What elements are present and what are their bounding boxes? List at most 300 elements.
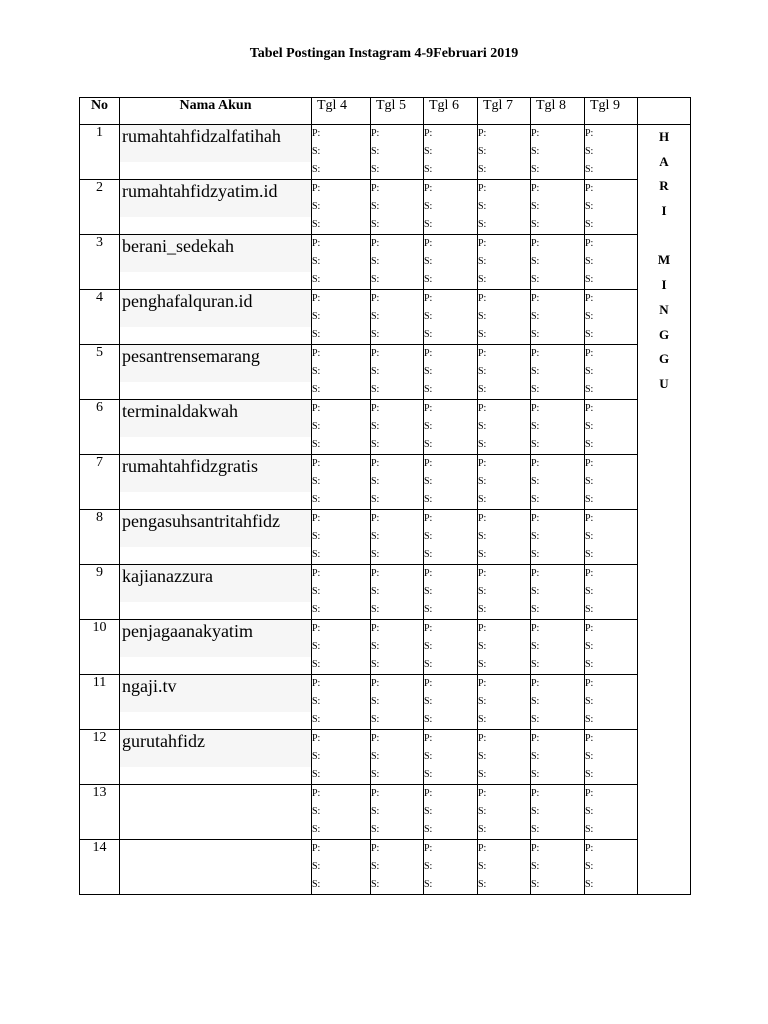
story-label: S: — [585, 311, 594, 322]
post-count-cell — [424, 290, 478, 345]
post-count-cell — [585, 290, 638, 345]
account-cell — [120, 400, 312, 455]
post-count-cell — [585, 455, 638, 510]
row-number: 8 — [80, 510, 120, 565]
story-label: S: — [585, 806, 594, 817]
account-cell — [120, 620, 312, 675]
story-label: S: — [585, 824, 594, 835]
post-label: P: — [371, 788, 380, 799]
story-label: S: — [478, 531, 487, 542]
story-label: S: — [531, 311, 540, 322]
post-count-cell — [531, 400, 585, 455]
story-label: S: — [424, 751, 433, 762]
story-label: S: — [478, 366, 487, 377]
post-count-cell — [585, 235, 638, 290]
story-label: S: — [371, 366, 380, 377]
account-name: pengasuhsantritahfidz — [120, 510, 311, 547]
table-row — [80, 565, 691, 620]
story-label: S: — [478, 861, 487, 872]
post-label: P: — [531, 843, 540, 854]
story-label: S: — [531, 879, 540, 890]
post-label: P: — [312, 128, 321, 139]
post-label: P: — [312, 788, 321, 799]
story-label: S: — [478, 769, 487, 780]
story-label: S: — [478, 824, 487, 835]
story-label: S: — [478, 494, 487, 505]
post-label: P: — [478, 788, 487, 799]
story-label: S: — [424, 641, 433, 652]
post-label: P: — [371, 293, 380, 304]
story-label: S: — [424, 604, 433, 615]
post-label: P: — [371, 403, 380, 414]
post-label: P: — [424, 513, 433, 524]
story-label: S: — [424, 329, 433, 340]
story-label: S: — [478, 714, 487, 725]
story-label: S: — [585, 696, 594, 707]
row-number: 10 — [80, 620, 120, 675]
story-label: S: — [585, 751, 594, 762]
post-label: P: — [371, 733, 380, 744]
sunday-letter: H — [658, 129, 670, 144]
sunday-letter: I — [661, 277, 667, 293]
story-label: S: — [371, 751, 380, 762]
post-label: P: — [478, 183, 487, 194]
post-count-cell — [478, 565, 531, 620]
story-label: S: — [371, 531, 380, 542]
account-cell — [120, 235, 312, 290]
row-number: 6 — [80, 400, 120, 455]
story-label: S: — [371, 641, 380, 652]
post-count-cell — [478, 455, 531, 510]
post-label: P: — [478, 293, 487, 304]
story-label: S: — [531, 439, 540, 450]
story-label: S: — [312, 164, 321, 175]
post-count-cell — [585, 125, 638, 180]
story-label: S: — [371, 329, 380, 340]
post-label: P: — [478, 623, 487, 634]
table-row — [80, 180, 691, 235]
post-count-cell — [371, 235, 424, 290]
post-label: P: — [531, 678, 540, 689]
post-label: P: — [585, 348, 594, 359]
post-label: P: — [424, 293, 433, 304]
post-label: P: — [478, 678, 487, 689]
post-label: P: — [312, 348, 321, 359]
account-cell — [120, 840, 312, 895]
table-row — [80, 125, 691, 180]
post-count-cell — [531, 510, 585, 565]
story-label: S: — [531, 274, 540, 285]
story-label: S: — [312, 586, 321, 597]
post-count-cell — [424, 125, 478, 180]
post-label: P: — [371, 623, 380, 634]
row-number: 7 — [80, 455, 120, 510]
post-label: P: — [312, 513, 321, 524]
story-label: S: — [478, 879, 487, 890]
story-label: S: — [312, 861, 321, 872]
story-label: S: — [531, 751, 540, 762]
post-count-cell — [478, 675, 531, 730]
account-cell — [120, 785, 312, 840]
post-label: P: — [371, 513, 380, 524]
post-count-cell — [585, 675, 638, 730]
post-count-cell — [531, 785, 585, 840]
post-label: P: — [585, 238, 594, 249]
post-count-cell — [531, 235, 585, 290]
post-count-cell — [371, 290, 424, 345]
account-name: gurutahfidz — [120, 730, 311, 767]
post-label: P: — [371, 458, 380, 469]
story-label: S: — [531, 476, 540, 487]
story-label: S: — [312, 311, 321, 322]
story-label: S: — [585, 549, 594, 560]
story-label: S: — [585, 366, 594, 377]
story-label: S: — [531, 219, 540, 230]
post-label: P: — [585, 513, 594, 524]
post-count-cell — [371, 840, 424, 895]
post-label: P: — [531, 568, 540, 579]
story-label: S: — [424, 274, 433, 285]
table-row — [80, 785, 691, 840]
story-label: S: — [424, 714, 433, 725]
story-label: S: — [531, 366, 540, 377]
story-label: S: — [424, 549, 433, 560]
post-label: P: — [478, 843, 487, 854]
story-label: S: — [424, 201, 433, 212]
story-label: S: — [371, 146, 380, 157]
story-label: S: — [312, 146, 321, 157]
story-label: S: — [312, 641, 321, 652]
story-label: S: — [312, 274, 321, 285]
post-label: P: — [478, 238, 487, 249]
story-label: S: — [478, 806, 487, 817]
post-label: P: — [371, 678, 380, 689]
post-count-cell — [531, 620, 585, 675]
post-label: P: — [478, 513, 487, 524]
post-label: P: — [478, 348, 487, 359]
account-name: ngaji.tv — [120, 675, 311, 712]
row-number: 3 — [80, 235, 120, 290]
post-label: P: — [531, 238, 540, 249]
story-label: S: — [312, 751, 321, 762]
story-label: S: — [531, 201, 540, 212]
story-label: S: — [424, 769, 433, 780]
table-row — [80, 510, 691, 565]
story-label: S: — [478, 476, 487, 487]
story-label: S: — [424, 494, 433, 505]
post-label: P: — [312, 678, 321, 689]
story-label: S: — [424, 421, 433, 432]
account-name: berani_sedekah — [120, 235, 311, 272]
row-number: 12 — [80, 730, 120, 785]
post-count-cell — [531, 840, 585, 895]
story-label: S: — [371, 806, 380, 817]
post-label: P: — [424, 678, 433, 689]
table-row — [80, 455, 691, 510]
post-label: P: — [312, 623, 321, 634]
story-label: S: — [424, 476, 433, 487]
story-label: S: — [478, 311, 487, 322]
header-date: Tgl 4 — [312, 98, 371, 125]
post-count-cell — [371, 400, 424, 455]
table-row — [80, 235, 691, 290]
post-count-cell — [478, 345, 531, 400]
story-label: S: — [371, 861, 380, 872]
post-count-cell — [312, 345, 371, 400]
post-count-cell — [585, 510, 638, 565]
story-label: S: — [585, 219, 594, 230]
post-count-cell — [531, 675, 585, 730]
story-label: S: — [478, 549, 487, 560]
story-label: S: — [424, 164, 433, 175]
post-count-cell — [478, 510, 531, 565]
post-count-cell — [531, 180, 585, 235]
story-label: S: — [312, 439, 321, 450]
story-label: S: — [371, 549, 380, 560]
post-label: P: — [531, 623, 540, 634]
story-label: S: — [424, 219, 433, 230]
post-count-cell — [585, 400, 638, 455]
post-label: P: — [478, 128, 487, 139]
header-row — [80, 98, 691, 125]
story-label: S: — [478, 274, 487, 285]
story-label: S: — [424, 696, 433, 707]
table-row — [80, 345, 691, 400]
post-count-cell — [312, 730, 371, 785]
header-date: Tgl 6 — [424, 98, 478, 125]
post-label: P: — [531, 403, 540, 414]
story-label: S: — [585, 146, 594, 157]
story-label: S: — [424, 861, 433, 872]
story-label: S: — [478, 256, 487, 267]
story-label: S: — [585, 494, 594, 505]
post-count-cell — [424, 455, 478, 510]
post-count-cell — [478, 125, 531, 180]
story-label: S: — [585, 861, 594, 872]
story-label: S: — [585, 714, 594, 725]
sunday-letter: N — [659, 301, 669, 317]
post-count-cell — [585, 565, 638, 620]
story-label: S: — [531, 714, 540, 725]
story-label: S: — [371, 311, 380, 322]
story-label: S: — [585, 659, 594, 670]
row-number: 4 — [80, 290, 120, 345]
post-count-cell — [585, 785, 638, 840]
row-number: 14 — [80, 840, 120, 895]
post-count-cell — [371, 675, 424, 730]
story-label: S: — [371, 439, 380, 450]
post-count-cell — [312, 290, 371, 345]
story-label: S: — [585, 384, 594, 395]
story-label: S: — [478, 604, 487, 615]
header-date: Tgl 7 — [478, 98, 531, 125]
post-count-cell — [531, 565, 585, 620]
story-label: S: — [371, 274, 380, 285]
table-row — [80, 400, 691, 455]
post-count-cell — [312, 125, 371, 180]
post-count-cell — [585, 345, 638, 400]
post-label: P: — [424, 238, 433, 249]
sunday-letter — [638, 224, 690, 249]
post-label: P: — [424, 348, 433, 359]
post-count-cell — [424, 235, 478, 290]
row-number: 2 — [80, 180, 120, 235]
story-label: S: — [585, 201, 594, 212]
post-label: P: — [424, 788, 433, 799]
story-label: S: — [312, 421, 321, 432]
instagram-post-table — [79, 97, 691, 895]
header-account-name: Nama Akun — [120, 98, 312, 125]
header-sunday-blank — [638, 98, 691, 125]
story-label: S: — [531, 421, 540, 432]
account-name: kajianazzura — [120, 565, 311, 602]
story-label: S: — [424, 366, 433, 377]
post-label: P: — [585, 623, 594, 634]
story-label: S: — [531, 861, 540, 872]
story-label: S: — [424, 806, 433, 817]
story-label: S: — [371, 164, 380, 175]
post-count-cell — [371, 345, 424, 400]
story-label: S: — [531, 329, 540, 340]
story-label: S: — [478, 421, 487, 432]
story-label: S: — [585, 641, 594, 652]
post-count-cell — [312, 510, 371, 565]
header-date: Tgl 9 — [585, 98, 638, 125]
post-count-cell — [478, 785, 531, 840]
post-label: P: — [478, 403, 487, 414]
post-count-cell — [478, 290, 531, 345]
post-count-cell — [371, 730, 424, 785]
post-count-cell — [312, 180, 371, 235]
post-count-cell — [478, 840, 531, 895]
story-label: S: — [585, 604, 594, 615]
header-no: No — [80, 98, 120, 125]
story-label: S: — [531, 146, 540, 157]
story-label: S: — [531, 164, 540, 175]
post-count-cell — [585, 730, 638, 785]
story-label: S: — [371, 659, 380, 670]
post-label: P: — [371, 238, 380, 249]
post-label: P: — [478, 733, 487, 744]
post-label: P: — [585, 458, 594, 469]
post-count-cell — [312, 840, 371, 895]
post-count-cell — [585, 840, 638, 895]
story-label: S: — [312, 769, 321, 780]
account-name: pesantrensemarang — [120, 345, 311, 382]
account-name: rumahtahfidzyatim.id — [120, 180, 311, 217]
table-row — [80, 290, 691, 345]
story-label: S: — [312, 549, 321, 560]
account-cell — [120, 180, 312, 235]
story-label: S: — [531, 549, 540, 560]
post-count-cell — [531, 455, 585, 510]
row-number: 13 — [80, 785, 120, 840]
story-label: S: — [531, 696, 540, 707]
post-count-cell — [424, 785, 478, 840]
story-label: S: — [585, 769, 594, 780]
story-label: S: — [312, 806, 321, 817]
story-label: S: — [478, 439, 487, 450]
story-label: S: — [371, 421, 380, 432]
post-label: P: — [371, 843, 380, 854]
post-count-cell — [531, 730, 585, 785]
story-label: S: — [424, 384, 433, 395]
story-label: S: — [312, 659, 321, 670]
story-label: S: — [531, 256, 540, 267]
post-label: P: — [585, 183, 594, 194]
story-label: S: — [371, 256, 380, 267]
post-label: P: — [585, 403, 594, 414]
table-row — [80, 675, 691, 730]
post-label: P: — [312, 733, 321, 744]
post-count-cell — [478, 235, 531, 290]
post-label: P: — [312, 568, 321, 579]
post-count-cell — [312, 235, 371, 290]
story-label: S: — [478, 384, 487, 395]
story-label: S: — [424, 256, 433, 267]
story-label: S: — [531, 824, 540, 835]
table-row — [80, 620, 691, 675]
post-count-cell — [478, 730, 531, 785]
row-number: 11 — [80, 675, 120, 730]
post-label: P: — [531, 183, 540, 194]
story-label: S: — [478, 329, 487, 340]
post-label: P: — [531, 128, 540, 139]
story-label: S: — [424, 439, 433, 450]
post-label: P: — [424, 843, 433, 854]
story-label: S: — [371, 696, 380, 707]
post-count-cell — [531, 125, 585, 180]
story-label: S: — [312, 879, 321, 890]
row-number: 9 — [80, 565, 120, 620]
story-label: S: — [312, 696, 321, 707]
table-row — [80, 840, 691, 895]
story-label: S: — [371, 824, 380, 835]
post-count-cell — [312, 620, 371, 675]
post-label: P: — [585, 733, 594, 744]
post-label: P: — [312, 403, 321, 414]
post-label: P: — [424, 128, 433, 139]
post-count-cell — [531, 345, 585, 400]
story-label: S: — [531, 641, 540, 652]
story-label: S: — [478, 219, 487, 230]
story-label: S: — [312, 201, 321, 212]
post-label: P: — [531, 733, 540, 744]
post-count-cell — [424, 345, 478, 400]
sunday-letter: M — [657, 252, 671, 268]
post-count-cell — [312, 675, 371, 730]
story-label: S: — [424, 586, 433, 597]
post-label: P: — [478, 458, 487, 469]
post-count-cell — [585, 620, 638, 675]
post-count-cell — [424, 400, 478, 455]
story-label: S: — [478, 696, 487, 707]
post-count-cell — [371, 125, 424, 180]
post-count-cell — [312, 455, 371, 510]
account-cell — [120, 345, 312, 400]
story-label: S: — [312, 714, 321, 725]
story-label: S: — [312, 256, 321, 267]
post-label: P: — [585, 568, 594, 579]
post-label: P: — [531, 788, 540, 799]
document-title: Tabel Postingan Instagram 4-9Februari 2019 — [249, 46, 519, 61]
story-label: S: — [312, 476, 321, 487]
post-label: P: — [478, 568, 487, 579]
post-count-cell — [424, 565, 478, 620]
story-label: S: — [585, 439, 594, 450]
post-label: P: — [371, 568, 380, 579]
post-label: P: — [424, 733, 433, 744]
